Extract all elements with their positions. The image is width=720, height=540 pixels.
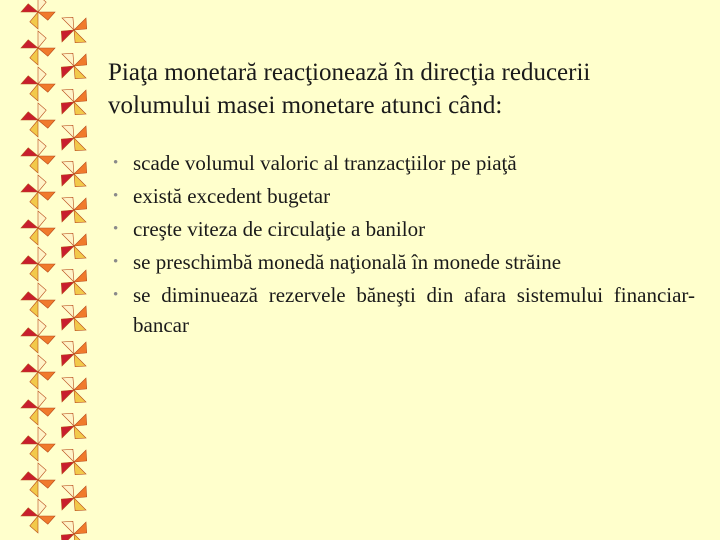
bullet-list — [113, 148, 695, 343]
pinwheel-blade — [21, 508, 38, 516]
pinwheel-blade — [38, 175, 46, 192]
pinwheel-blade — [74, 378, 87, 390]
pinwheel-blade — [38, 283, 46, 300]
pinwheel-icon — [21, 247, 55, 281]
pinwheel-blade — [38, 480, 55, 488]
pinwheel-blade — [74, 282, 86, 295]
pinwheel-blade — [21, 328, 38, 336]
pinwheel-blade — [61, 390, 74, 402]
pinwheel-blade — [74, 426, 86, 439]
pinwheel-blade — [61, 246, 74, 258]
pinwheel-icon — [61, 377, 86, 402]
pinwheel-icon — [21, 103, 55, 137]
pinwheel-blade — [38, 0, 46, 12]
bullet-icon: • — [113, 221, 119, 237]
pinwheel-blade — [74, 18, 87, 30]
pinwheel-blade — [30, 156, 38, 173]
pinwheel-blade — [61, 138, 74, 150]
pinwheel-blade — [38, 300, 55, 308]
pinwheel-blade — [62, 125, 74, 138]
pinwheel-blade — [62, 377, 74, 390]
pinwheel-blade — [21, 220, 38, 228]
pinwheel-blade — [62, 17, 74, 30]
pinwheel-blade — [74, 306, 87, 318]
pinwheel-blade — [74, 198, 87, 210]
pinwheel-blade — [38, 48, 55, 56]
pinwheel-icon — [61, 485, 86, 510]
pinwheel-blade — [61, 210, 74, 222]
pinwheel-blade — [30, 408, 38, 425]
pinwheel-blade — [38, 67, 46, 84]
pinwheel-icon — [21, 211, 55, 245]
pinwheel-blade — [62, 233, 74, 246]
pinwheel-blade — [62, 449, 74, 462]
pinwheel-icon — [61, 17, 86, 42]
pinwheel-blade — [74, 270, 87, 282]
pinwheel-blade — [38, 516, 55, 524]
pinwheel-blade — [38, 120, 55, 128]
pinwheel-blade — [61, 498, 74, 510]
pinwheel-blade — [74, 498, 86, 511]
pinwheel-border-decoration — [0, 0, 110, 540]
pinwheel-blade — [61, 318, 74, 330]
pinwheel-blade — [62, 161, 74, 174]
pinwheel-icon — [21, 499, 55, 533]
pinwheel-blade — [30, 480, 38, 497]
pinwheel-blade — [38, 228, 55, 236]
pinwheel-blade — [74, 162, 87, 174]
pinwheel-icon — [21, 0, 55, 29]
pinwheel-blade — [62, 53, 74, 66]
pinwheel-blade — [21, 40, 38, 48]
pinwheel-blade — [74, 210, 86, 223]
pinwheel-blade — [74, 54, 87, 66]
pinwheel-blade — [38, 355, 46, 372]
pinwheel-blade — [38, 408, 55, 416]
pinwheel-blade — [30, 48, 38, 65]
slide-title: Piaţa monetară reacţionează în direcţia reducerii volumului masei monetare atunci când: — [108, 59, 591, 119]
pinwheel-blade — [38, 319, 46, 336]
pinwheel-blade — [38, 427, 46, 444]
pinwheel-blade — [38, 391, 46, 408]
pinwheel-blade — [38, 103, 46, 120]
pinwheel-blade — [74, 414, 87, 426]
pinwheel-icon — [21, 139, 55, 173]
pinwheel-blade — [74, 390, 86, 403]
pinwheel-blade — [21, 400, 38, 408]
bullet-icon: • — [113, 155, 119, 171]
pinwheel-blade — [74, 486, 87, 498]
pinwheel-blade — [74, 174, 86, 187]
pinwheel-blade — [38, 12, 55, 20]
pinwheel-icon — [61, 125, 86, 150]
pinwheel-blade — [38, 247, 46, 264]
pinwheel-icon — [61, 233, 86, 258]
pinwheel-blade — [61, 426, 74, 438]
pinwheel-blade — [62, 197, 74, 210]
pinwheel-blade — [74, 246, 86, 259]
pinwheel-blade — [38, 211, 46, 228]
pinwheel-icon — [21, 463, 55, 497]
list-item — [113, 214, 695, 244]
bullet-text: se preschimbă monedă naţională în monede străine — [133, 250, 562, 274]
pinwheel-blade — [74, 354, 86, 367]
pinwheel-blade — [62, 269, 74, 282]
pinwheel-icon — [61, 449, 86, 474]
bullet-text: se diminuează rezervele băneşti din afara sistemului financiar-bancar — [133, 283, 695, 337]
list-item — [113, 247, 695, 277]
pinwheel-blade — [21, 436, 38, 444]
pinwheel-blade — [74, 318, 86, 331]
pinwheel-icon — [21, 355, 55, 389]
pinwheel-blade — [30, 192, 38, 209]
pinwheel-blade — [38, 192, 55, 200]
pinwheel-blade — [61, 102, 74, 114]
pinwheel-blade — [74, 234, 87, 246]
pinwheel-icon — [21, 319, 55, 353]
pinwheel-icon — [61, 413, 86, 438]
bullet-text: scade volumul valoric al tranzacţiilor pe piaţă — [133, 151, 517, 175]
pinwheel-blade — [30, 516, 38, 533]
pinwheel-blade — [61, 174, 74, 186]
pinwheel-icon — [61, 269, 86, 294]
pinwheel-icon — [21, 391, 55, 425]
pinwheel-icon — [61, 305, 86, 330]
pinwheel-blade — [30, 84, 38, 101]
pinwheel-blade — [30, 444, 38, 461]
pinwheel-blade — [74, 102, 86, 115]
bullet-text: creşte viteza de circulaţie a banilor — [133, 217, 426, 241]
pinwheel-blade — [30, 372, 38, 389]
pinwheel-blade — [61, 462, 74, 474]
pinwheel-blade — [21, 472, 38, 480]
pinwheel-blade — [30, 12, 38, 29]
pinwheel-blade — [62, 305, 74, 318]
pinwheel-icon — [21, 31, 55, 65]
pinwheel-blade — [30, 264, 38, 281]
pinwheel-blade — [38, 31, 46, 48]
pinwheel-blade — [74, 522, 87, 534]
pinwheel-blade — [74, 90, 87, 102]
pinwheel-blade — [62, 521, 74, 534]
list-item — [113, 181, 695, 211]
pinwheel-blade — [21, 364, 38, 372]
pinwheel-blade — [38, 499, 46, 516]
list-item — [113, 280, 695, 340]
pinwheel-blade — [62, 485, 74, 498]
pinwheel-blade — [38, 156, 55, 164]
pinwheel-blade — [30, 300, 38, 317]
pinwheel-blade — [21, 4, 38, 12]
pinwheel-blade — [62, 413, 74, 426]
pinwheel-blade — [21, 184, 38, 192]
pinwheel-icon — [61, 197, 86, 222]
pinwheel-icon — [61, 89, 86, 114]
pinwheel-blade — [61, 66, 74, 78]
pinwheel-blade — [38, 264, 55, 272]
pinwheel-icon — [61, 341, 86, 366]
pinwheel-icon — [61, 53, 86, 78]
pinwheel-blade — [30, 336, 38, 353]
pinwheel-icon — [21, 175, 55, 209]
pinwheel-blade — [62, 341, 74, 354]
pinwheel-blade — [38, 444, 55, 452]
pinwheel-blade — [61, 534, 74, 540]
list-item — [113, 148, 695, 178]
pinwheel-blade — [74, 462, 86, 475]
pinwheel-blade — [74, 138, 86, 151]
pinwheel-blade — [30, 228, 38, 245]
bullet-text: există excedent bugetar — [133, 184, 331, 208]
pinwheel-icon — [61, 521, 86, 540]
pinwheel-blade — [74, 534, 86, 540]
pinwheel-blade — [74, 30, 86, 43]
pinwheel-blade — [38, 336, 55, 344]
pinwheel-blade — [74, 342, 87, 354]
pinwheel-icon — [21, 67, 55, 101]
pinwheel-blade — [21, 112, 38, 120]
pinwheel-blade — [21, 256, 38, 264]
pinwheel-icon — [21, 283, 55, 317]
pinwheel-blade — [38, 372, 55, 380]
pinwheel-blade — [74, 66, 86, 79]
pinwheel-blade — [61, 30, 74, 42]
pinwheel-blade — [38, 139, 46, 156]
bullet-icon: • — [113, 287, 119, 303]
pinwheel-blade — [62, 89, 74, 102]
bullet-icon: • — [113, 188, 119, 204]
bullet-icon: • — [113, 254, 119, 270]
pinwheel-blade — [21, 148, 38, 156]
pinwheel-icon — [61, 161, 86, 186]
pinwheel-blade — [74, 450, 87, 462]
pinwheel-icon — [21, 427, 55, 461]
pinwheel-blade — [21, 76, 38, 84]
pinwheel-blade — [30, 120, 38, 137]
pinwheel-blade — [21, 292, 38, 300]
pinwheel-blade — [74, 126, 87, 138]
pinwheel-blade — [38, 84, 55, 92]
pinwheel-blade — [38, 463, 46, 480]
pinwheel-blade — [61, 354, 74, 366]
pinwheel-blade — [61, 282, 74, 294]
